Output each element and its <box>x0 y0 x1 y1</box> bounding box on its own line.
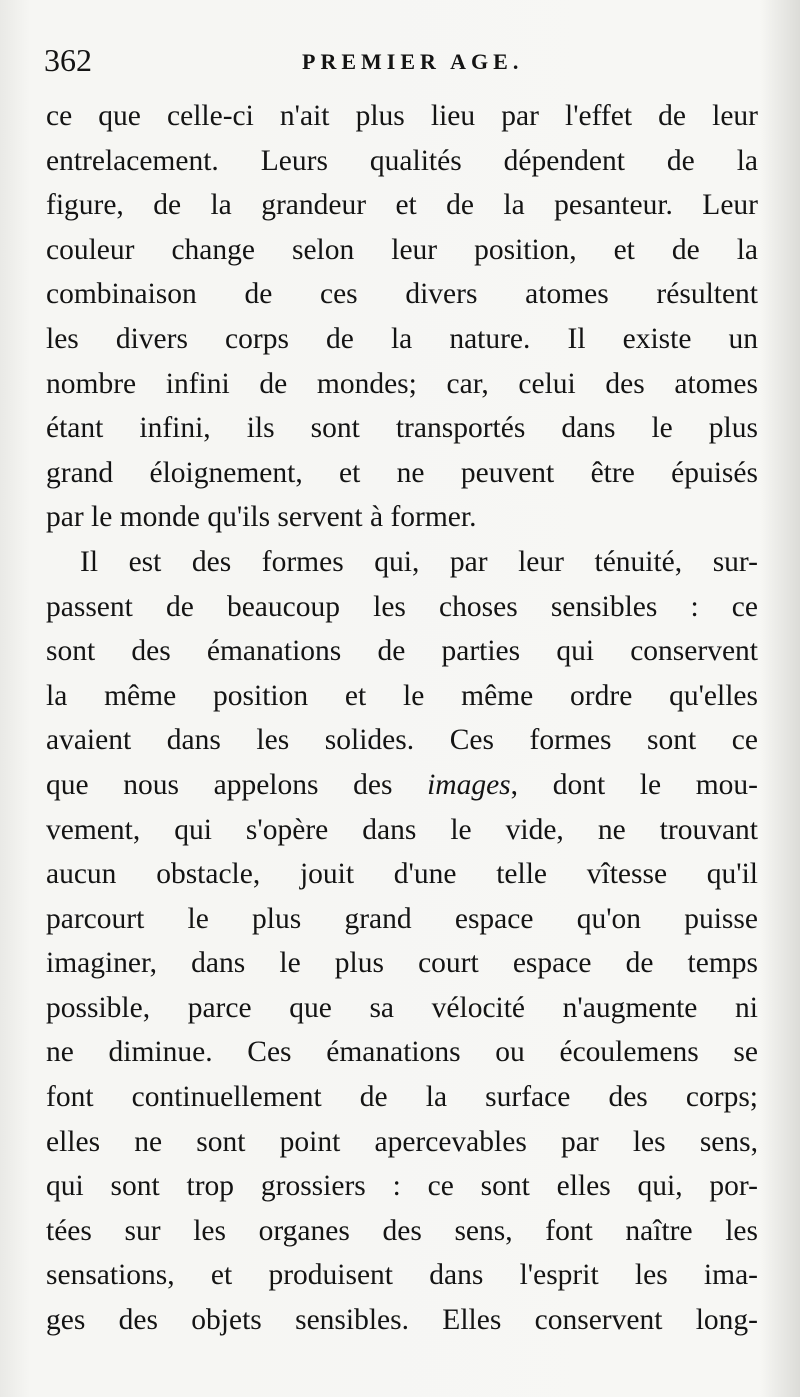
paragraph-1 <box>46 94 758 540</box>
text-line: entrelacement. Leurs qualités dépendent de la <box>46 144 758 177</box>
text-segment: que nous appelons des <box>46 768 428 801</box>
text-line: possible, parce que sa vélocité n'augmente ni <box>46 991 758 1024</box>
text-line: qui sont trop grossiers : ce sont elles qui, por- <box>46 1170 758 1203</box>
text-line: étant infini, ils sont transportés dans le plus <box>46 412 758 445</box>
text-line: imaginer, dans le plus court espace de temps <box>46 947 758 980</box>
text-line: font continuellement de la surface des corps; <box>46 1081 758 1114</box>
text-line: vement, qui s'opère dans le vide, ne trouvant <box>46 813 758 846</box>
text-line: elles ne sont point apercevables par les sens, <box>46 1125 758 1158</box>
italic-word: images <box>427 768 511 801</box>
text-line: les divers corps de la nature. Il existe un <box>46 322 758 355</box>
text-line: sont des émanations de parties qui conservent <box>46 635 758 668</box>
text-line: tées sur les organes des sens, font naître les <box>46 1214 758 1247</box>
text-line: passent de beaucoup les choses sensibles : ce <box>46 590 758 623</box>
text-line: couleur change selon leur position, et de la <box>46 233 758 266</box>
text-line: ne diminue. Ces émanations ou écoulemens se <box>46 1036 758 1069</box>
text-line: grand éloignement, et ne peuvent être épuisés <box>46 456 758 489</box>
paragraph-2 <box>46 540 758 1343</box>
text-line: combinaison de ces divers atomes résultent <box>46 278 758 311</box>
text-line: Il est des formes qui, par leur ténuité, sur- <box>80 545 758 578</box>
text-line: la même position et le même ordre qu'elles <box>46 679 758 712</box>
page-number: 362 <box>44 42 92 78</box>
text-line: parcourt le plus grand espace qu'on puisse <box>46 902 758 935</box>
text-line: ce que celle-ci n'ait plus lieu par l'effet de leur <box>46 100 758 132</box>
text-line: sensations, et produisent dans l'esprit les ima- <box>46 1259 758 1292</box>
text-line: ges des objets sensibles. Elles conservent long- <box>46 1304 758 1337</box>
text-line: avaient dans les solides. Ces formes sont ce <box>46 724 758 757</box>
text-line: aucun obstacle, jouit d'une telle vîtesse qu'il <box>46 858 758 891</box>
text-line: par le monde qu'ils servent à former. <box>46 501 477 534</box>
body-text <box>46 94 758 1343</box>
text-line: figure, de la grandeur et de la pesanteur. Leur <box>46 189 758 222</box>
text-segment: , dont le mou- <box>510 768 758 801</box>
running-head: PREMIER AGE. <box>302 49 524 74</box>
page-header <box>44 38 756 82</box>
text-line-with-italic <box>46 763 758 808</box>
text-line: nombre infini de mondes; car, celui des atomes <box>46 367 758 400</box>
